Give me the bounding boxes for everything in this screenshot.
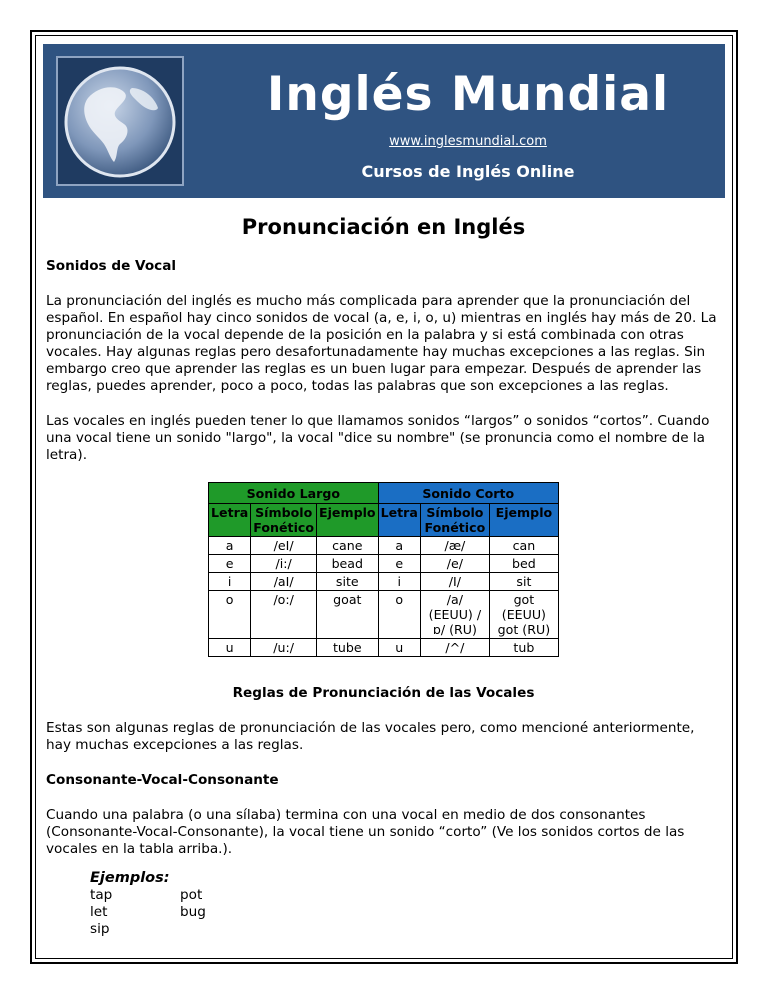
table-cell: u [378, 639, 420, 657]
list-item [90, 887, 721, 904]
table-cell: /æ/ [420, 537, 489, 555]
table-row [209, 639, 559, 657]
table-cell: /e/ [420, 555, 489, 573]
table-cell: i [378, 573, 420, 591]
table-cell: /eI/ [251, 537, 317, 555]
table-row [209, 591, 559, 639]
example-word: sip [90, 921, 110, 937]
table-cell: can [489, 537, 558, 555]
table-row [209, 573, 559, 591]
paragraph-reglas: Estas son algunas reglas de pronunciación de las vocales pero, como mencioné anteriormente, hay muchas excepciones a las reglas. [46, 720, 695, 753]
table-row [209, 537, 559, 555]
paragraph-cvc: Cuando una palabra (o una sílaba) termina con una vocal en medio de dos consonantes (Consonante-Vocal-Consonante), la vocal tiene un sonido “corto” (Ve los sonidos cortos de las vocales en la tabla arriba.). [46, 807, 685, 857]
site-title: Inglés Mundial [266, 67, 670, 122]
column-header: Letra [209, 504, 251, 537]
examples-block [90, 870, 721, 938]
column-header: Símbolo Fonético [251, 504, 317, 537]
table-cell: e [209, 555, 251, 573]
site-banner [43, 44, 725, 198]
table-cell: i [209, 573, 251, 591]
table-cell: o [378, 591, 420, 639]
section-heading-cvc: Consonante-Vocal-Consonante [46, 772, 279, 788]
site-tagline: Cursos de Inglés Online [361, 162, 575, 181]
table-cell: /I/ [420, 573, 489, 591]
table-cell: u [209, 639, 251, 657]
table-cell: site [317, 573, 379, 591]
example-word: bug [180, 904, 206, 920]
list-item [90, 921, 721, 938]
page-title: Pronunciación en Inglés [241, 215, 526, 239]
table-cell: a [378, 537, 420, 555]
column-header: Letra [378, 504, 420, 537]
table-cell: o [209, 591, 251, 639]
table-cell: /o:/ [251, 591, 317, 639]
vowel-table [208, 482, 559, 657]
globe-logo [56, 56, 184, 186]
table-row [209, 555, 559, 573]
examples-label: Ejemplos: [90, 870, 170, 886]
group-header-largo: Sonido Largo [209, 483, 379, 504]
table-cell: got (EEUU) got (RU) [489, 591, 558, 639]
table-cell: tube [317, 639, 379, 657]
site-url-link[interactable]: www.inglesmundial.com [389, 134, 547, 149]
table-cell: a [209, 537, 251, 555]
list-item [90, 904, 721, 921]
group-header-corto: Sonido Corto [378, 483, 558, 504]
table-cell: /i:/ [251, 555, 317, 573]
paragraph-intro: La pronunciación del inglés es mucho más complicada para aprender que la pronunciación del español. En español hay cinco sonidos de vocal (a, e, i, o, u) mientras en inglés hay más de 20. La pronunciación de la vocal depende de la posición en la palabra y si está combinada con otras vocales. Hay algunas reglas pero desafortunadamente hay muchas excepciones a las reglas. Sin embargo creo que aprender las reglas es un buen lugar para empezar. Después de aprender las reglas, puedes aprender, poco a poco, todas las palabras que son excepciones a las reglas. [46, 293, 717, 394]
table-cell: /^/ [420, 639, 489, 657]
table-cell: e [378, 555, 420, 573]
section-heading-vocal: Sonidos de Vocal [46, 258, 177, 274]
table-cell: goat [317, 591, 379, 639]
table-cell: sit [489, 573, 558, 591]
example-word: pot [180, 887, 203, 903]
table-cell: cane [317, 537, 379, 555]
table-cell: bed [489, 555, 558, 573]
table-cell: /a/ (EEUU) /ɒ/ (RU) [420, 591, 489, 639]
example-word: tap [90, 887, 113, 903]
globe-icon [58, 58, 182, 184]
table-cell: /aI/ [251, 573, 317, 591]
table-cell: tub [489, 639, 558, 657]
example-word: let [90, 904, 108, 920]
table-cell: bead [317, 555, 379, 573]
column-header: Ejemplo [489, 504, 558, 537]
column-header: Ejemplo [317, 504, 379, 537]
main-content [46, 212, 721, 938]
column-header: Símbolo Fonético [420, 504, 489, 537]
table-cell: /u:/ [251, 639, 317, 657]
section-heading-reglas: Reglas de Pronunciación de las Vocales [232, 685, 535, 701]
paragraph-largo-corto: Las vocales en inglés pueden tener lo que llamamos sonidos “largos” o sonidos “cortos”. Cuando una vocal tiene un sonido "largo", la vocal "dice su nombre" (se pronuncia como el nombre de la letra). [46, 413, 710, 463]
